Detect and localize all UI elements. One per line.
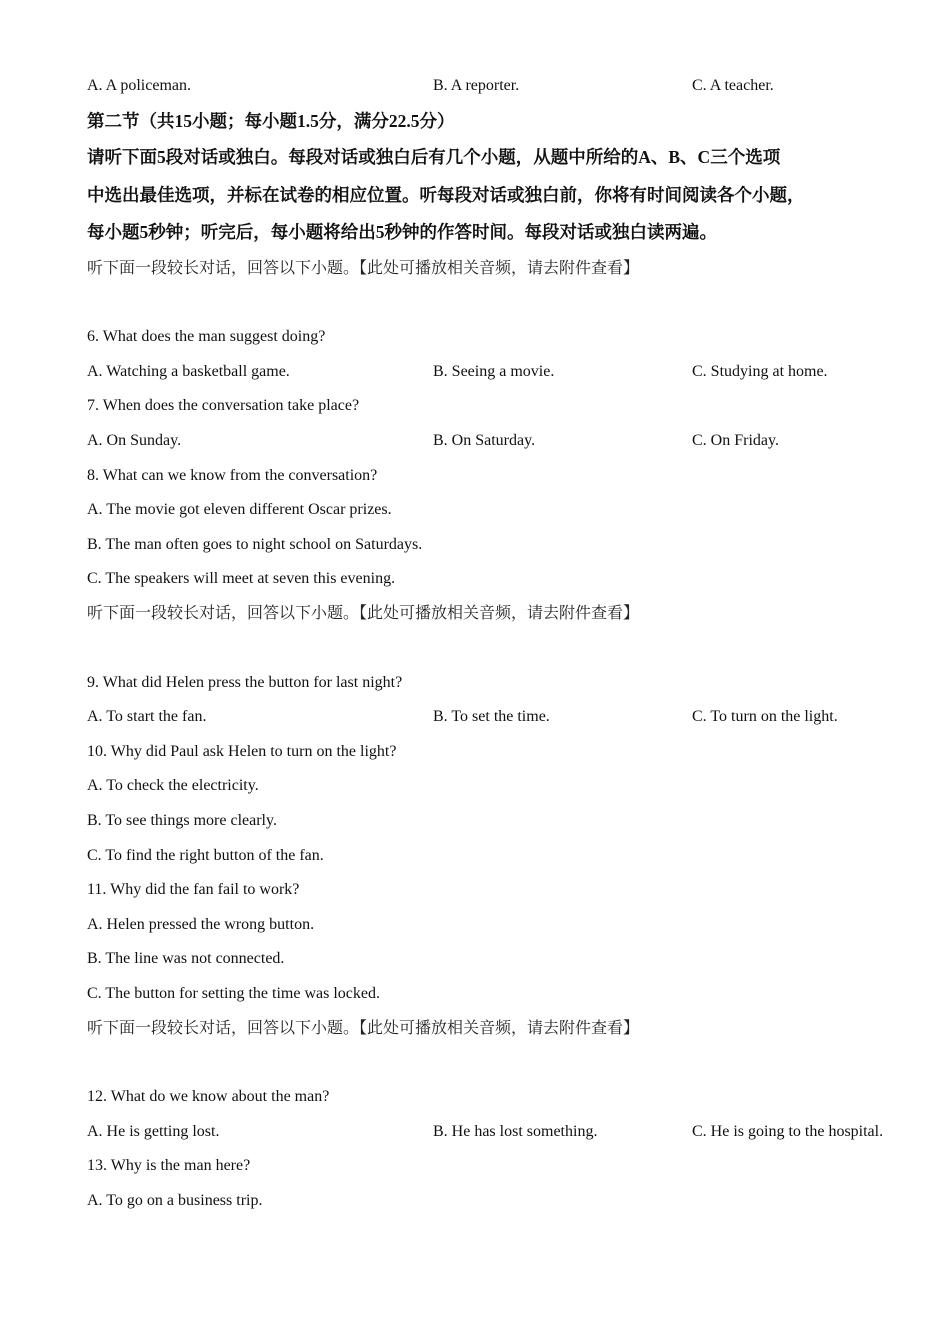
instructions-line-2: 中选出最佳选项，并标在试卷的相应位置。听每段对话或独白前，你将有时间阅读各个小题，	[87, 185, 805, 205]
q7-option-b: B. On Saturday.	[433, 432, 536, 449]
q12-option-a: A. He is getting lost.	[87, 1123, 220, 1140]
audio-note-2: 听下面一段较长对话，回答以下小题。【此处可播放相关音频，请去附件查看】	[87, 605, 640, 622]
q11-option-a: A. Helen pressed the wrong button.	[87, 916, 315, 933]
q12-option-b: B. He has lost something.	[433, 1123, 598, 1140]
q11-stem: 11. Why did the fan fail to work?	[87, 881, 300, 898]
q11-option-c: C. The button for setting the time was locked.	[87, 985, 380, 1002]
q5-option-a: A. A policeman.	[87, 77, 191, 94]
q6-option-c: C. Studying at home.	[692, 363, 828, 380]
instructions-line-3: 每小题5秒钟；听完后，每小题将给出5秒钟的作答时间。每段对话或独白读两遍。	[87, 222, 717, 242]
q9-option-a: A. To start the fan.	[87, 708, 207, 725]
q7-stem: 7. When does the conversation take place?	[87, 397, 360, 414]
q12-options	[87, 1122, 927, 1142]
q5-option-c: C. A teacher.	[692, 77, 774, 94]
q8-option-b: B. The man often goes to night school on Saturdays.	[87, 536, 423, 553]
q12-stem: 12. What do we know about the man?	[87, 1088, 330, 1105]
q12-option-c: C. He is going to the hospital.	[692, 1123, 884, 1140]
q10-option-a: A. To check the electricity.	[87, 777, 259, 794]
q8-stem: 8. What can we know from the conversation?	[87, 467, 378, 484]
q9-option-b: B. To set the time.	[433, 708, 550, 725]
q9-stem: 9. What did Helen press the button for last night?	[87, 674, 403, 691]
q10-option-b: B. To see things more clearly.	[87, 812, 277, 829]
q10-stem: 10. Why did Paul ask Helen to turn on the light?	[87, 743, 397, 760]
audio-note-3: 听下面一段较长对话，回答以下小题。【此处可播放相关音频，请去附件查看】	[87, 1020, 640, 1037]
q11-option-b: B. The line was not connected.	[87, 950, 285, 967]
q9-option-c: C. To turn on the light.	[692, 708, 838, 725]
q6-stem: 6. What does the man suggest doing?	[87, 328, 326, 345]
q6-option-b: B. Seeing a movie.	[433, 363, 555, 380]
q7-option-a: A. On Sunday.	[87, 432, 182, 449]
q13-option-a: A. To go on a business trip.	[87, 1192, 263, 1209]
q6-option-a: A. Watching a basketball game.	[87, 363, 290, 380]
instructions-line-1: 请听下面5段对话或独白。每段对话或独白后有几个小题，从题中所给的A、B、C三个选项	[87, 147, 781, 167]
q5-option-b: B. A reporter.	[433, 77, 520, 94]
q6-options	[87, 362, 927, 382]
q13-stem: 13. Why is the man here?	[87, 1157, 251, 1174]
section-heading: 第二节（共15小题；每小题1.5分，满分22.5分）	[87, 111, 455, 131]
q8-option-c: C. The speakers will meet at seven this evening.	[87, 570, 396, 587]
q10-option-c: C. To find the right button of the fan.	[87, 847, 324, 864]
q7-option-c: C. On Friday.	[692, 432, 779, 449]
q9-options	[87, 707, 927, 727]
q5-options	[87, 76, 927, 96]
q8-option-a: A. The movie got eleven different Oscar prizes.	[87, 501, 392, 518]
q7-options	[87, 431, 927, 451]
audio-note-1: 听下面一段较长对话，回答以下小题。【此处可播放相关音频，请去附件查看】	[87, 260, 640, 277]
